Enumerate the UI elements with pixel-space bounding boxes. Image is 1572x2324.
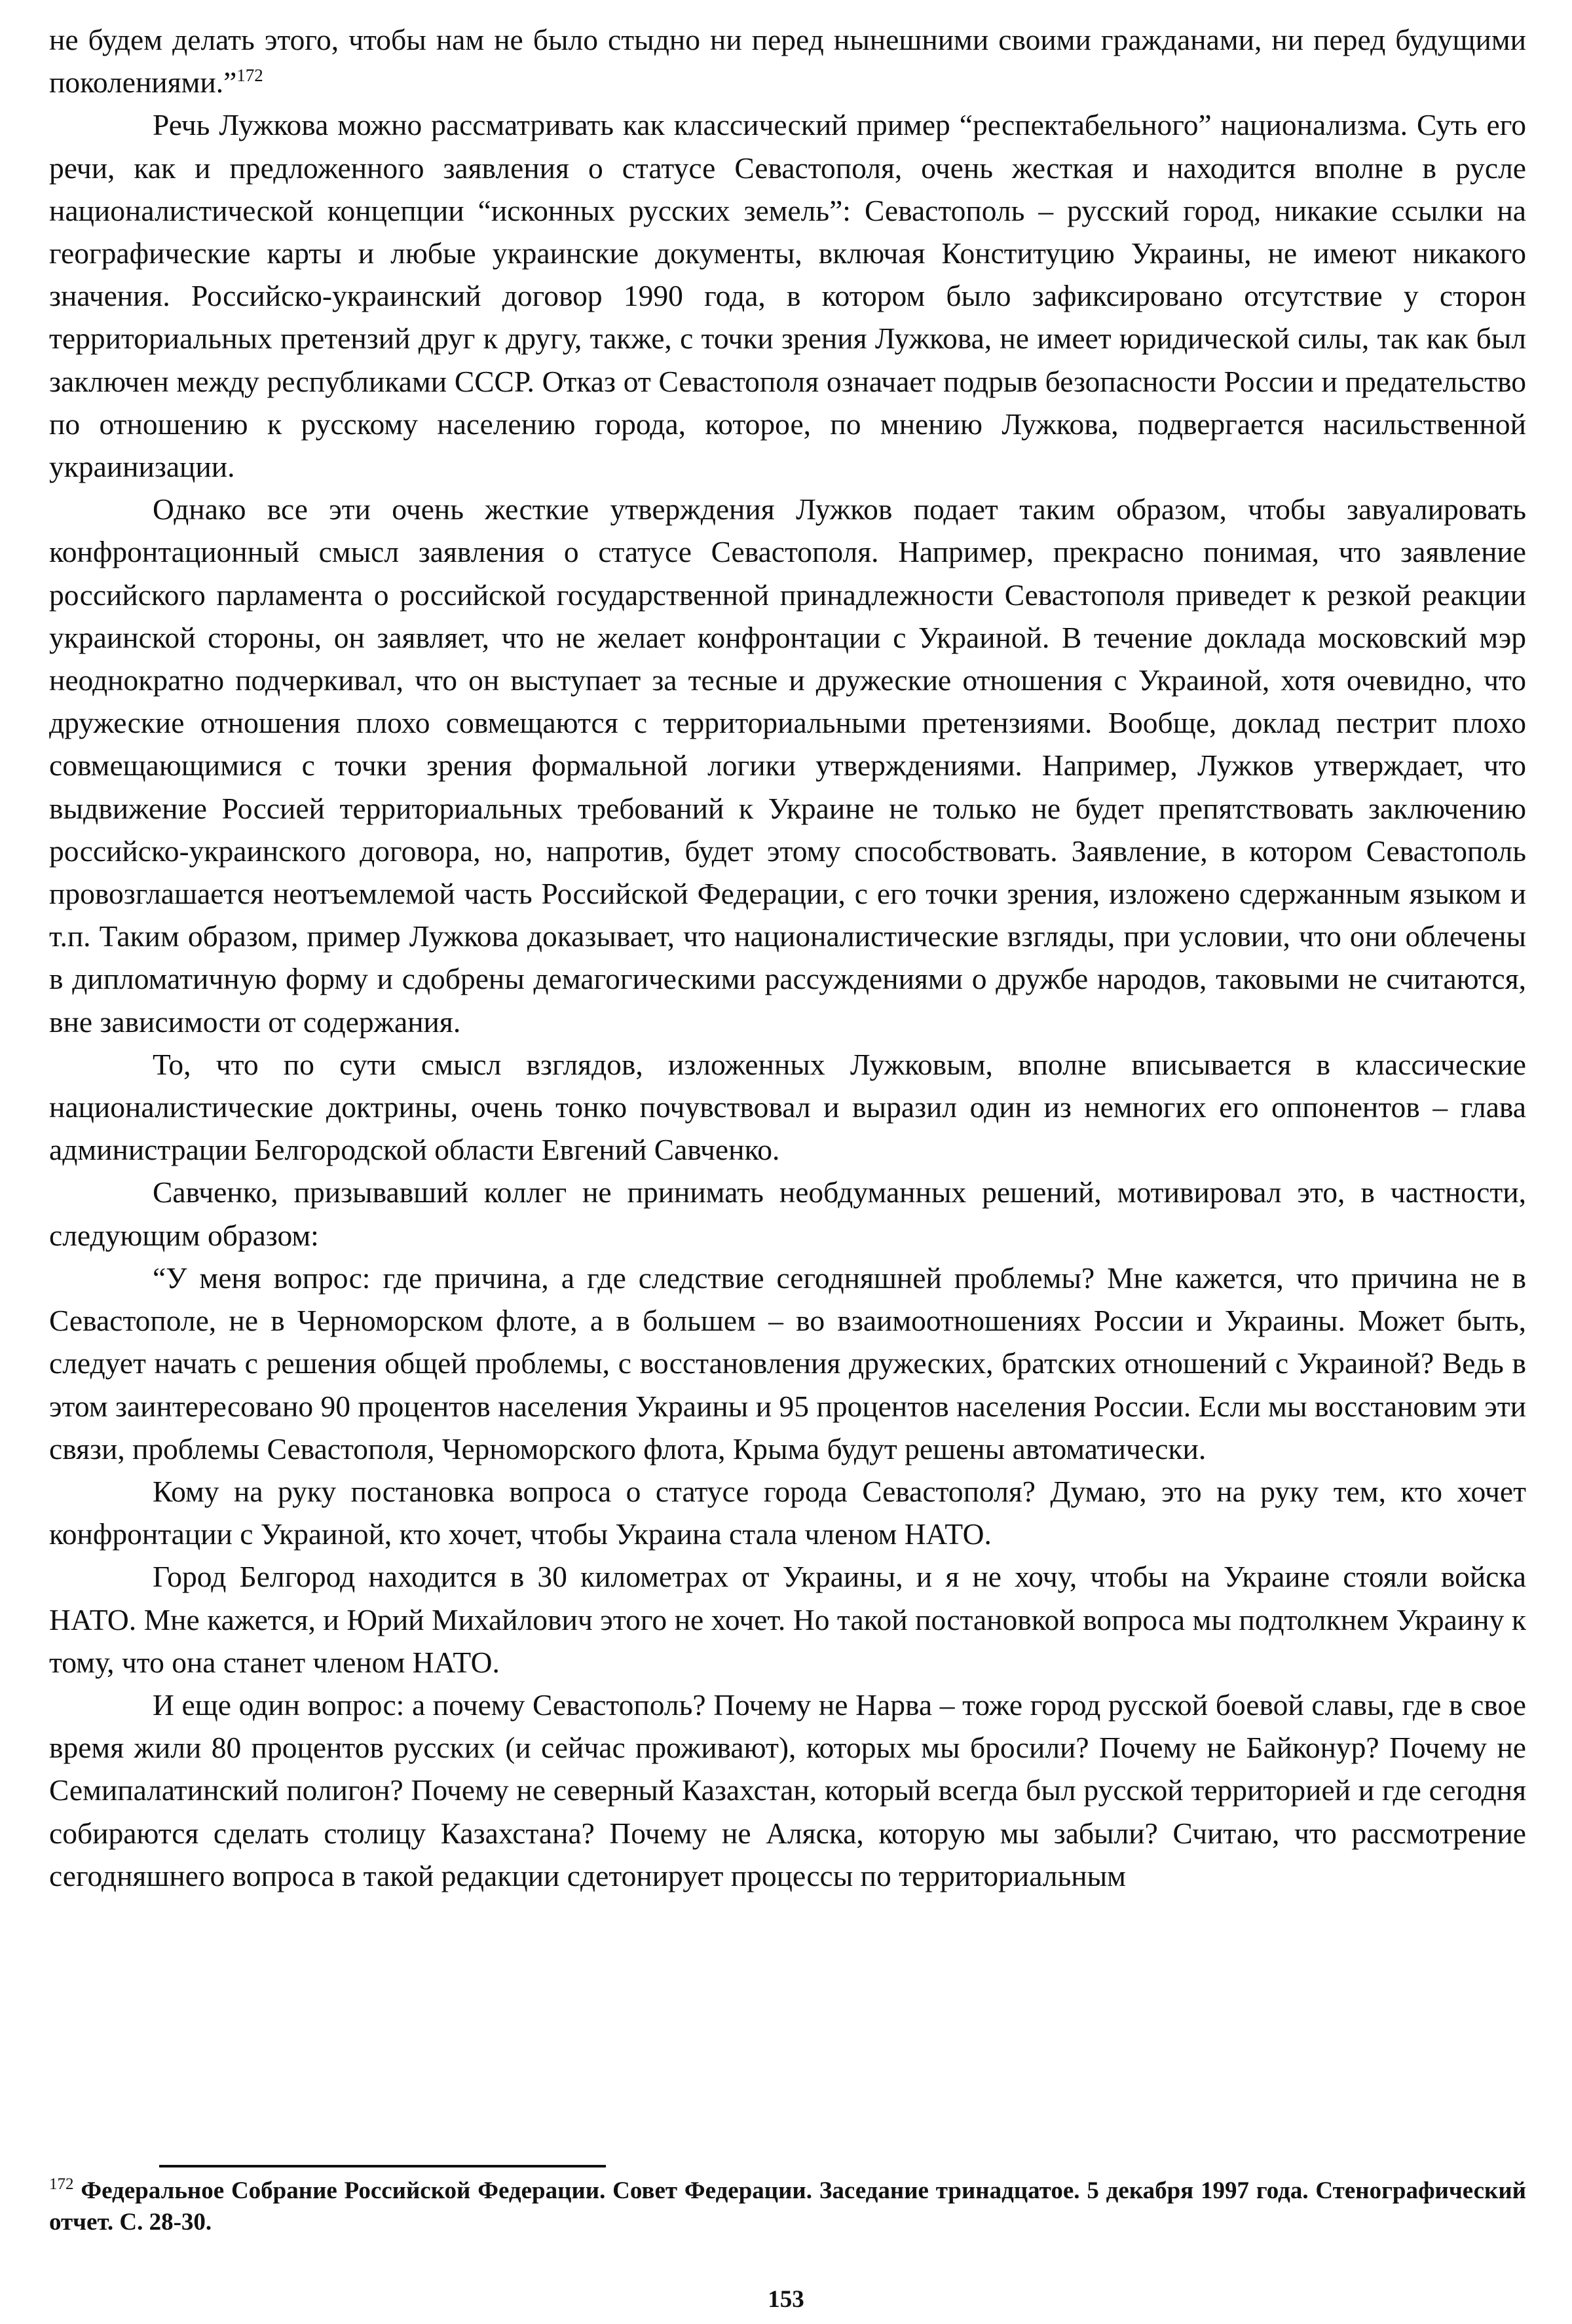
paragraph: Савченко, призывавший коллег не принимать необдуманных решений, мотивировал это, в частности, следующим образом: [49, 1175, 1526, 1252]
paragraph: Однако все эти очень жесткие утверждения Лужков подает таким образом, чтобы завуалировать конфронтационный смысл заявления о статусе Севастополя. Например, прекрасно понимая, что заявление российского парламента о российской государственной принадлежности Севастополя приведет к резкой реакции украинской стороны, он заявляет, что не желает конфронтации с Украиной. В течение доклада московский мэр неоднократно подчеркивал, что он выступает за тесные и дружеские отношения с Украиной, хотя очевидно, что дружеские отношения плохо совмещаются с территориальными претензиями. Вообще, доклад пестрит плохо совмещающимися с точки зрения формальной логики утверждениями. Например, Лужков утверждает, что выдвижение Россией территориальных требований к Украине не только не будет препятствовать заключению российско-украинского договора, но, напротив, будет этому способствовать. Заявление, в котором Севастополь провозглашается неотъемлемой часть Российской Федерации, с его точки зрения, изложено сдержанным языком и т.п. Таким образом, пример Лужкова доказывает, что националистические взгляды, при условии, что они облечены в дипломатичную форму и сдобрены демагогическими рассуждениями о дружбе народов, таковыми не считаются, вне зависимости от содержания. [49, 492, 1526, 1039]
quote-paragraph: Кому на руку постановка вопроса о статусе города Севастополя? Думаю, это на руку тем, кто хочет конфронтации с Украиной, кто хочет, чтобы Украина стала членом НАТО. [49, 1474, 1526, 1551]
quote-paragraph: “У меня вопрос: где причина, а где следствие сегодняшней проблемы? Мне кажется, что причина не в Севастополе, не в Черноморском флоте, а в большем – во взаимоотношениях России и Украины. Может быть, следует начать с решения общей проблемы, с восстановления дружеских, братских отношений с Украиной? Ведь в этом заинтересовано 90 процентов населения Украины и 95 процентов населения России. Если мы восстановим эти связи, проблемы Севастополя, Черноморского флота, Крыма будут решены автоматически. [49, 1261, 1526, 1466]
paragraph: Речь Лужкова можно рассматривать как классический пример “респектабельного” национализма. Суть его речи, как и предложенного заявления о статусе Севастополя, очень жесткая и находится вполне в русле националистической концепции “исконных русских земель”: Севастополь – русский город, никакие ссылки на географические карты и любые украинские документы, включая Конституцию Украины, не имеют никакого значения. Российско-украинский договор 1990 года, в котором было зафиксировано отсутствие у сторон территориальных претензий друг к другу, также, с точки зрения Лужкова, не имеет юридической силы, так как был заключен между республиками СССР. Отказ от Севастополя означает подрыв безопасности России и предательство по отношению к русскому населению города, которое, по мнению Лужкова, подвергается насильственной украинизации. [49, 108, 1526, 484]
quote-paragraph: Город Белгород находится в 30 километрах от Украины, и я не хочу, чтобы на Украине стояли войска НАТО. Мне кажется, и Юрий Михайлович этого не хочет. Но такой постановкой вопроса мы подтолкнем Украину к тому, что она станет членом НАТО. [49, 1560, 1526, 1679]
page-number: 153 [768, 2286, 804, 2313]
paragraph: То, что по сути смысл взглядов, изложенных Лужковым, вполне вписывается в классические националистические доктрины, очень тонко почувствовал и выразил один из немногих его оппонентов – глава администрации Белгородской области Евгений Савченко. [49, 1047, 1526, 1167]
footnote-reference: 172 [236, 65, 263, 86]
paragraph: не будем делать этого, чтобы нам не было стыдно ни перед нынешними своими гражданами, ни перед будущими поколениями.”$^{172}$ [49, 23, 1526, 100]
quote-paragraph: И еще один вопрос: а почему Севастополь? Почему не Нарва – тоже город русской боевой славы, где в свое время жили 80 процентов русских (и сейчас проживают), которых мы бросили? Почему не Байконур? Почему не Семипалатинский полигон? Почему не северный Казахстан, который всегда был русской территорией и где сегодня собираются сделать столицу Казахстана? Почему не Аляска, которую мы забыли? Считаю, что рассмотрение сегодняшнего вопроса в такой редакции сдетонирует процессы по территориальным [49, 1688, 1526, 1892]
main-text [49, 18, 1526, 1897]
footnote-divider [159, 2165, 606, 2167]
page-body [49, 18, 1526, 1897]
footnote [49, 2175, 1526, 2238]
footnote-number: 172 [49, 2175, 74, 2193]
footnote-text: $^{172}$ Федеральное Собрание Российской Федерации. Совет Федерации. Заседание тринадцатое. 5 декабря 1997 года. Стенографический отчет. С. 28-30. [49, 2175, 1526, 2236]
